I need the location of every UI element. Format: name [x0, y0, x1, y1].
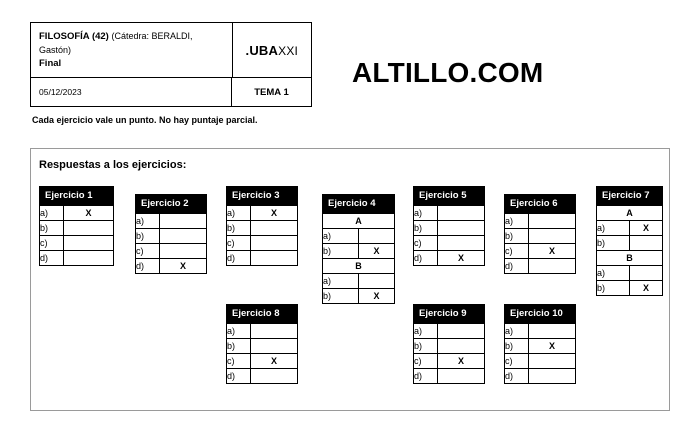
option-label: c)	[136, 244, 160, 259]
option-label: c)	[505, 354, 529, 369]
exercise-1-table	[39, 205, 114, 266]
option-label: a)	[323, 274, 359, 289]
option-label: a)	[414, 206, 438, 221]
table-row	[597, 236, 663, 251]
exercise-5	[413, 186, 485, 266]
option-mark	[438, 339, 485, 354]
option-label: b)	[40, 221, 64, 236]
option-mark	[359, 274, 395, 289]
scoring-note: Cada ejercicio vale un punto. No hay puntaje parcial.	[32, 115, 258, 125]
option-mark	[251, 221, 298, 236]
table-row	[597, 266, 663, 281]
table-row	[597, 221, 663, 236]
table-row	[40, 206, 114, 221]
table-row	[136, 214, 207, 229]
option-mark	[160, 214, 207, 229]
option-mark: X	[630, 281, 663, 296]
exercise-4-sub-a-label: A	[323, 214, 395, 229]
table-row	[323, 274, 395, 289]
table-row	[227, 369, 298, 384]
option-label: b)	[597, 281, 630, 296]
exercise-3-title: Ejercicio 3	[226, 186, 298, 205]
answers-panel	[30, 148, 670, 411]
option-mark: X	[251, 354, 298, 369]
exercise-8-title: Ejercicio 8	[226, 304, 298, 323]
exam-type: Final	[39, 57, 62, 69]
table-row	[227, 339, 298, 354]
table-row	[227, 236, 298, 251]
option-mark	[251, 369, 298, 384]
table-row	[414, 206, 485, 221]
exercise-3-table	[226, 205, 298, 266]
table-row	[227, 206, 298, 221]
option-mark	[64, 251, 114, 266]
option-label: b)	[227, 221, 251, 236]
exercise-2	[135, 194, 207, 274]
table-row	[414, 251, 485, 266]
table-row	[414, 236, 485, 251]
table-row	[414, 324, 485, 339]
option-label: a)	[136, 214, 160, 229]
option-label: b)	[414, 339, 438, 354]
option-mark	[438, 221, 485, 236]
table-row	[40, 236, 114, 251]
table-row	[227, 251, 298, 266]
table-row	[136, 244, 207, 259]
table-row	[414, 221, 485, 236]
exercise-7	[596, 186, 663, 296]
option-mark	[438, 324, 485, 339]
option-label: c)	[414, 236, 438, 251]
exercise-5-title: Ejercicio 5	[413, 186, 485, 205]
option-label: a)	[505, 214, 529, 229]
exercise-6-title: Ejercicio 6	[504, 194, 576, 213]
option-mark	[160, 229, 207, 244]
uba-logo-cell	[232, 23, 311, 77]
option-mark: X	[438, 251, 485, 266]
table-row	[136, 229, 207, 244]
exercise-4-sub-b-label: B	[323, 259, 395, 274]
exercise-5-table	[413, 205, 485, 266]
option-label: d)	[414, 251, 438, 266]
table-row	[136, 259, 207, 274]
table-row	[505, 229, 576, 244]
table-row	[227, 324, 298, 339]
option-mark: X	[438, 354, 485, 369]
exam-date: 05/12/2023	[39, 87, 82, 98]
option-label: d)	[414, 369, 438, 384]
option-mark: X	[529, 339, 576, 354]
exercise-4-table	[322, 213, 395, 304]
table-row	[323, 259, 395, 274]
option-mark	[64, 236, 114, 251]
table-row	[597, 281, 663, 296]
option-label: a)	[597, 266, 630, 281]
option-label: b)	[505, 339, 529, 354]
option-label: b)	[323, 244, 359, 259]
exercise-7-table	[596, 205, 663, 296]
exam-tema: TEMA 1	[231, 78, 311, 106]
option-label: d)	[227, 251, 251, 266]
exercise-10-table	[504, 323, 576, 384]
option-label: a)	[227, 324, 251, 339]
option-label: b)	[323, 289, 359, 304]
table-row	[323, 289, 395, 304]
option-mark	[64, 221, 114, 236]
option-mark	[529, 369, 576, 384]
option-mark	[251, 339, 298, 354]
option-mark	[529, 214, 576, 229]
exercise-2-table	[135, 213, 207, 274]
table-row	[323, 214, 395, 229]
option-label: d)	[227, 369, 251, 384]
course-chair: (Cátedra: BERALDI, Gastón)	[39, 31, 193, 55]
table-row	[227, 221, 298, 236]
option-mark	[529, 324, 576, 339]
option-label: a)	[414, 324, 438, 339]
exercise-9-table	[413, 323, 485, 384]
option-label: d)	[505, 259, 529, 274]
uba-logo-main: .UBA	[245, 42, 279, 58]
option-label: a)	[597, 221, 630, 236]
option-label: c)	[227, 236, 251, 251]
exam-header	[30, 22, 312, 107]
option-mark: X	[529, 244, 576, 259]
option-label: d)	[40, 251, 64, 266]
exercise-8	[226, 304, 298, 384]
exercise-1	[39, 186, 114, 266]
option-label: b)	[505, 229, 529, 244]
table-row	[40, 221, 114, 236]
site-brand: ALTILLO.COM	[352, 57, 544, 88]
exercise-9-title: Ejercicio 9	[413, 304, 485, 323]
option-label: b)	[136, 229, 160, 244]
exercise-7-sub-b-label: B	[597, 251, 663, 266]
exam-title-cell	[31, 23, 232, 77]
option-mark	[529, 259, 576, 274]
exercise-2-title: Ejercicio 2	[135, 194, 207, 213]
table-row	[323, 229, 395, 244]
option-mark: X	[160, 259, 207, 274]
exercise-6	[504, 194, 576, 274]
option-label: a)	[323, 229, 359, 244]
table-row	[505, 324, 576, 339]
option-mark: X	[251, 206, 298, 221]
exercise-10	[504, 304, 576, 384]
option-label: c)	[505, 244, 529, 259]
option-label: c)	[414, 354, 438, 369]
answers-panel-title: Respuestas a los ejercicios:	[39, 159, 187, 171]
course-name: FILOSOFÍA (42)	[39, 31, 109, 42]
option-label: c)	[40, 236, 64, 251]
table-row	[414, 354, 485, 369]
option-label: a)	[227, 206, 251, 221]
table-row	[227, 354, 298, 369]
table-row	[597, 251, 663, 266]
exam-header-top-row	[31, 23, 311, 78]
option-mark	[160, 244, 207, 259]
table-row	[505, 369, 576, 384]
exercise-10-title: Ejercicio 10	[504, 304, 576, 323]
option-mark: X	[359, 289, 395, 304]
option-mark	[630, 236, 663, 251]
exercise-7-title: Ejercicio 7	[596, 186, 663, 205]
exercise-4-title: Ejercicio 4	[322, 194, 395, 213]
option-mark	[438, 236, 485, 251]
option-mark: X	[630, 221, 663, 236]
option-label: b)	[597, 236, 630, 251]
option-label: b)	[227, 339, 251, 354]
exercise-1-title: Ejercicio 1	[39, 186, 114, 205]
option-label: a)	[40, 206, 64, 221]
exercise-9	[413, 304, 485, 384]
exercise-8-table	[226, 323, 298, 384]
table-row	[505, 244, 576, 259]
table-row	[414, 339, 485, 354]
option-mark	[529, 229, 576, 244]
option-mark	[529, 354, 576, 369]
option-label: d)	[136, 259, 160, 274]
option-mark	[438, 369, 485, 384]
exam-header-bottom-row	[31, 78, 311, 106]
exercise-4	[322, 194, 395, 304]
table-row	[414, 369, 485, 384]
option-mark: X	[359, 244, 395, 259]
option-mark	[359, 229, 395, 244]
option-mark	[630, 266, 663, 281]
option-mark	[438, 206, 485, 221]
table-row	[597, 206, 663, 221]
option-mark	[251, 236, 298, 251]
table-row	[323, 244, 395, 259]
table-row	[505, 354, 576, 369]
option-label: a)	[505, 324, 529, 339]
option-mark	[251, 324, 298, 339]
uba-logo-suffix: XXI	[278, 43, 299, 58]
exercise-7-sub-a-label: A	[597, 206, 663, 221]
table-row	[505, 259, 576, 274]
option-label: c)	[227, 354, 251, 369]
option-label: d)	[505, 369, 529, 384]
option-mark	[251, 251, 298, 266]
exercise-3	[226, 186, 298, 266]
table-row	[505, 214, 576, 229]
exercise-6-table	[504, 213, 576, 274]
option-mark: X	[64, 206, 114, 221]
uba-logo	[246, 43, 299, 58]
table-row	[505, 339, 576, 354]
option-label: b)	[414, 221, 438, 236]
table-row	[40, 251, 114, 266]
